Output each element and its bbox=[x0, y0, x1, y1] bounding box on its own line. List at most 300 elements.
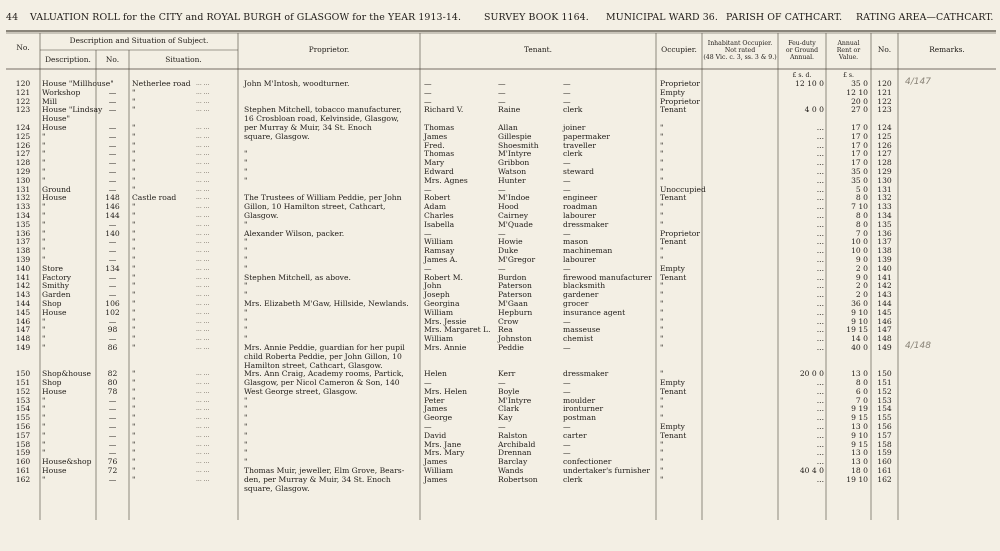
cell-annual-value: 2 0 bbox=[855, 281, 868, 291]
cell-description: " bbox=[42, 228, 46, 238]
cell-description: Garden bbox=[42, 290, 71, 300]
cell-tenant-occupation: labourer bbox=[563, 254, 597, 264]
cell-description: " bbox=[42, 131, 46, 141]
cell-tenant-last: Archibald bbox=[498, 439, 536, 449]
cell-annual-value: 8 0 bbox=[855, 193, 868, 203]
cell-no: 143 bbox=[15, 290, 31, 300]
col-header-feu-duty bbox=[778, 40, 826, 61]
cell-description: " bbox=[42, 140, 46, 150]
cell-proprietor: " bbox=[244, 175, 248, 185]
cell-number: — bbox=[108, 430, 117, 440]
cell-no: 120 bbox=[15, 79, 31, 88]
cell-proprietor: " bbox=[244, 404, 248, 414]
cell-no-right: 126 bbox=[877, 140, 892, 150]
cell-description: Store bbox=[42, 263, 63, 273]
cell-occupier: " bbox=[660, 281, 664, 291]
cell-situation: " bbox=[132, 298, 136, 308]
cell-tenant-last: Kay bbox=[498, 413, 513, 423]
cell-feu-duty: ... bbox=[816, 149, 824, 159]
cell-tenant-first: Richard V. bbox=[424, 105, 464, 115]
cell-description: " bbox=[42, 439, 46, 449]
valuation-table-body bbox=[0, 77, 1000, 493]
cell-situation: " bbox=[132, 175, 136, 185]
cell-situation: " bbox=[132, 290, 136, 300]
leader-dots: ... ... bbox=[196, 467, 210, 475]
cell-annual-value: 13 0 bbox=[851, 422, 868, 432]
cell-occupier: Tenant bbox=[660, 386, 687, 396]
cell-no-right: 154 bbox=[877, 404, 892, 414]
cell-situation: " bbox=[132, 131, 136, 141]
cell-occupier: Tenant bbox=[660, 272, 687, 282]
cell-number: — bbox=[108, 254, 117, 264]
leader-dots: ... ... bbox=[196, 132, 210, 140]
cell-no: 152 bbox=[15, 386, 31, 396]
cell-number: — bbox=[108, 448, 117, 458]
cell-situation: " bbox=[132, 87, 136, 97]
cell-no: 155 bbox=[15, 413, 31, 423]
annual-line-1: Annual bbox=[837, 40, 860, 47]
pencil-remark: 4/148 bbox=[905, 340, 931, 351]
cell-tenant-last: Paterson bbox=[498, 281, 532, 291]
cell-tenant-last: Howie bbox=[498, 237, 523, 247]
cell-occupier: " bbox=[660, 149, 664, 159]
pencil-remark: 4/147 bbox=[905, 77, 931, 87]
table-row bbox=[0, 106, 1000, 115]
leader-dots: ... ... bbox=[196, 299, 210, 307]
cell-situation: " bbox=[132, 237, 136, 247]
cell-occupier: " bbox=[660, 457, 664, 467]
cell-situation: " bbox=[132, 342, 136, 352]
cell-proprietor: " bbox=[244, 246, 248, 256]
leader-dots: ... ... bbox=[196, 255, 210, 263]
cell-no: 157 bbox=[15, 430, 31, 440]
cell-situation: Castle road bbox=[132, 193, 177, 203]
leader-dots: ... ... bbox=[196, 423, 210, 431]
cell-tenant-occupation: — bbox=[563, 439, 571, 449]
leader-dots: ... ... bbox=[196, 185, 210, 193]
cell-proprietor: den, per Murray & Muir, 34 St. Enoch bbox=[244, 474, 391, 484]
cell-feu-duty: ... bbox=[816, 237, 824, 247]
cell-occupier: Tenant bbox=[660, 105, 687, 115]
cell-annual-value: 6 0 bbox=[855, 386, 868, 396]
cell-tenant-first: — bbox=[424, 79, 432, 88]
leader-dots: ... ... bbox=[196, 88, 210, 96]
cell-no: 137 bbox=[15, 237, 31, 247]
cell-annual-value: 9 15 bbox=[851, 413, 868, 423]
cell-no-right: 138 bbox=[877, 246, 892, 256]
cell-feu-duty: ... bbox=[816, 290, 824, 300]
leader-dots: ... ... bbox=[196, 475, 210, 483]
cell-tenant-occupation: — bbox=[563, 228, 571, 238]
cell-number: — bbox=[108, 158, 117, 168]
cell-occupier: " bbox=[660, 439, 664, 449]
cell-number: — bbox=[108, 316, 117, 326]
cell-tenant-first: Thomas bbox=[424, 122, 455, 132]
leader-dots: ... ... bbox=[196, 229, 210, 237]
cell-annual-value: 17 0 bbox=[851, 131, 868, 141]
cell-no: 135 bbox=[15, 219, 31, 229]
cell-no-right: 136 bbox=[877, 228, 892, 238]
cell-annual-value: 40 0 bbox=[851, 342, 868, 352]
cell-situation: " bbox=[132, 246, 136, 256]
cell-annual-value: 9 10 bbox=[851, 316, 868, 326]
cell-description: House bbox=[42, 193, 67, 203]
cell-description: House bbox=[42, 386, 67, 396]
cell-occupier: " bbox=[660, 369, 664, 379]
cell-description: " bbox=[42, 202, 46, 212]
cell-number: — bbox=[108, 166, 117, 176]
cell-no-right: 144 bbox=[877, 298, 892, 308]
leader-dots: ... ... bbox=[196, 449, 210, 457]
cell-annual-value: 27 0 bbox=[851, 105, 868, 115]
cell-annual-value: 8 0 bbox=[855, 219, 868, 229]
cell-proprietor: " bbox=[244, 263, 248, 273]
cell-tenant-last: Ralston bbox=[498, 430, 528, 440]
cell-tenant-last: Allan bbox=[498, 122, 518, 132]
cell-tenant-last: Watson bbox=[498, 166, 527, 176]
cell-no: 131 bbox=[15, 184, 31, 194]
cell-no-right: 156 bbox=[877, 422, 892, 432]
cell-tenant-last: Drennan bbox=[498, 448, 532, 458]
cell-number: — bbox=[108, 175, 117, 185]
cell-number: — bbox=[108, 404, 117, 414]
cell-description: " bbox=[42, 422, 46, 432]
cell-tenant-last: Duke bbox=[498, 246, 519, 256]
cell-no-right: 125 bbox=[877, 131, 892, 141]
col-header-occupier: Occupier. bbox=[661, 45, 697, 54]
cell-situation: " bbox=[132, 210, 136, 220]
cell-situation: " bbox=[132, 105, 136, 115]
cell-proprietor: " bbox=[244, 166, 248, 176]
cell-no: 124 bbox=[15, 122, 31, 132]
cell-tenant-last: Hunter bbox=[498, 175, 526, 185]
cell-description: " bbox=[42, 246, 46, 256]
cell-description: " bbox=[42, 158, 46, 168]
cell-feu-duty: ... bbox=[816, 298, 824, 308]
leader-dots: ... ... bbox=[196, 335, 210, 343]
cell-number: — bbox=[108, 96, 117, 106]
cell-number: — bbox=[108, 122, 117, 132]
cell-description: House bbox=[42, 466, 67, 476]
cell-annual-value: 9 19 bbox=[851, 404, 868, 414]
cell-tenant-first: William bbox=[424, 307, 454, 317]
cell-feu-duty: ... bbox=[816, 378, 824, 388]
inhabitant-line-3: (48 Vic. c. 3, ss. 3 & 9.) bbox=[703, 54, 777, 61]
cell-proprietor: " bbox=[244, 254, 248, 264]
cell-occupier: " bbox=[660, 316, 664, 326]
cell-situation: " bbox=[132, 228, 136, 238]
cell-tenant-occupation: — bbox=[563, 386, 571, 396]
cell-tenant-first: — bbox=[424, 228, 432, 238]
cell-annual-value: 7 0 bbox=[855, 228, 868, 238]
cell-tenant-first: Mrs. Agnes bbox=[424, 175, 468, 185]
cell-tenant-first: Helen bbox=[424, 369, 447, 379]
cell-tenant-occupation: ironturner bbox=[563, 404, 604, 414]
table-row bbox=[0, 340, 1000, 353]
cell-number: — bbox=[108, 413, 117, 423]
cell-feu-duty: 4 0 0 bbox=[804, 105, 824, 115]
leader-dots: ... ... bbox=[196, 282, 210, 290]
cell-feu-duty: ... bbox=[816, 316, 824, 326]
cell-no-right: 131 bbox=[877, 184, 892, 194]
cell-tenant-occupation: moulder bbox=[563, 395, 596, 405]
cell-number: — bbox=[108, 131, 117, 141]
cell-proprietor: Glasgow, per Nicol Cameron & Son, 140 bbox=[244, 378, 400, 388]
leader-dots: ... ... bbox=[196, 264, 210, 272]
cell-situation: " bbox=[132, 422, 136, 432]
cell-no-right: 147 bbox=[877, 325, 892, 335]
cell-situation: " bbox=[132, 404, 136, 414]
cell-tenant-first: James A. bbox=[424, 254, 458, 264]
cell-occupier: Tenant bbox=[660, 193, 687, 203]
cell-tenant-last: Wands bbox=[498, 466, 524, 476]
cell-tenant-first: — bbox=[424, 87, 432, 97]
cell-tenant-first: Georgina bbox=[424, 298, 460, 308]
cell-annual-value: 7 0 bbox=[855, 395, 868, 405]
cell-tenant-first: William bbox=[424, 334, 454, 344]
cell-proprietor: " bbox=[244, 430, 248, 440]
cell-tenant-occupation: — bbox=[563, 184, 571, 194]
cell-proprietor: " bbox=[244, 281, 248, 291]
cell-no: 134 bbox=[15, 210, 31, 220]
cell-tenant-occupation: — bbox=[563, 263, 571, 273]
cell-annual-value: 36 0 bbox=[851, 298, 868, 308]
cell-proprietor: child Roberta Peddie, per John Gillon, 10 bbox=[244, 351, 402, 361]
leader-dots: ... ... bbox=[196, 405, 210, 413]
cell-tenant-first: James bbox=[424, 457, 448, 467]
cell-number: — bbox=[108, 290, 117, 300]
cell-no: 126 bbox=[15, 140, 31, 150]
cell-no-right: 152 bbox=[877, 386, 892, 396]
cell-tenant-occupation: — bbox=[563, 158, 571, 168]
cell-tenant-last: Hepburn bbox=[498, 307, 533, 317]
cell-no: 123 bbox=[15, 105, 31, 115]
table-row bbox=[0, 353, 1000, 362]
cell-annual-value: 9 0 bbox=[855, 254, 868, 264]
cell-feu-duty: ... bbox=[816, 474, 824, 484]
cell-proprietor: Mrs. Annie Peddie, guardian for her pupil bbox=[244, 342, 405, 352]
cell-tenant-occupation: roadman bbox=[563, 202, 598, 212]
cell-no: 121 bbox=[15, 87, 31, 97]
cell-situation: " bbox=[132, 457, 136, 467]
cell-no-right: 155 bbox=[877, 413, 892, 423]
cell-tenant-last: — bbox=[498, 87, 506, 97]
cell-proprietor: " bbox=[244, 395, 248, 405]
leader-dots: ... ... bbox=[196, 308, 210, 316]
cell-occupier: " bbox=[660, 254, 664, 264]
cell-no: 141 bbox=[15, 272, 31, 282]
col-header-no: No. bbox=[16, 43, 30, 52]
cell-annual-value: 19 10 bbox=[846, 474, 868, 484]
cell-proprietor: Thomas Muir, jeweller, Elm Grove, Bears- bbox=[244, 466, 405, 476]
leader-dots: ... ... bbox=[196, 167, 210, 175]
cell-occupier: " bbox=[660, 175, 664, 185]
cell-no: 133 bbox=[15, 202, 31, 212]
cell-occupier: " bbox=[660, 219, 664, 229]
cell-feu-duty: ... bbox=[816, 202, 824, 212]
parish: PARISH OF CATHCART. bbox=[726, 12, 843, 23]
cell-proprietor: " bbox=[244, 316, 248, 326]
cell-tenant-occupation: gardener bbox=[563, 290, 599, 300]
cell-tenant-occupation: — bbox=[563, 79, 571, 88]
cell-no-right: 145 bbox=[877, 307, 892, 317]
cell-no: 145 bbox=[15, 307, 31, 317]
cell-no: 147 bbox=[15, 325, 31, 335]
cell-tenant-first: Edward bbox=[424, 166, 454, 176]
cell-tenant-occupation: undertaker's furnisher bbox=[563, 466, 651, 476]
annual-line-2: Rent or bbox=[836, 47, 861, 54]
cell-feu-duty: ... bbox=[816, 430, 824, 440]
cell-annual-value: 8 0 bbox=[855, 210, 868, 220]
cell-tenant-last: Shoesmith bbox=[498, 140, 539, 150]
cell-occupier: " bbox=[660, 404, 664, 414]
cell-description: " bbox=[42, 404, 46, 414]
cell-number: 98 bbox=[107, 325, 118, 335]
cell-tenant-last: — bbox=[498, 228, 506, 238]
cell-tenant-last: M'Intyre bbox=[498, 395, 532, 405]
cell-situation: " bbox=[132, 184, 136, 194]
leader-dots: ... ... bbox=[196, 238, 210, 246]
cell-description: " bbox=[42, 149, 46, 159]
currency-feu: £ s. d. bbox=[792, 72, 812, 79]
cell-proprietor: square, Glasgow. bbox=[244, 483, 310, 493]
leader-dots: ... ... bbox=[196, 194, 210, 202]
cell-tenant-last: Hood bbox=[498, 202, 519, 212]
feu-line-3: Annual. bbox=[789, 54, 815, 61]
cell-tenant-first: Mrs. Helen bbox=[424, 386, 468, 396]
cell-tenant-occupation: — bbox=[563, 316, 571, 326]
col-header-proprietor: Proprietor. bbox=[308, 45, 350, 54]
cell-no: 148 bbox=[15, 334, 31, 344]
leader-dots: ... ... bbox=[196, 414, 210, 422]
cell-occupier: " bbox=[660, 298, 664, 308]
cell-tenant-occupation: grocer bbox=[563, 298, 589, 308]
cell-occupier: " bbox=[660, 334, 664, 344]
cell-feu-duty: ... bbox=[816, 193, 824, 203]
cell-situation: " bbox=[132, 439, 136, 449]
cell-annual-value: 9 10 bbox=[851, 307, 868, 317]
cell-number: — bbox=[108, 439, 117, 449]
leader-dots: ... ... bbox=[196, 123, 210, 131]
cell-feu-duty: ... bbox=[816, 158, 824, 168]
cell-description: House&shop bbox=[42, 457, 92, 467]
cell-description: Workshop bbox=[42, 87, 81, 97]
page-number: 44 bbox=[6, 12, 19, 23]
cell-no-right: 157 bbox=[877, 430, 892, 440]
cell-occupier: " bbox=[660, 290, 664, 300]
cell-tenant-last: — bbox=[498, 378, 506, 388]
cell-annual-value: 17 0 bbox=[851, 122, 868, 132]
cell-no-right: 128 bbox=[877, 158, 892, 168]
cell-occupier: Empty bbox=[660, 87, 685, 97]
leader-dots: ... ... bbox=[196, 141, 210, 149]
cell-proprietor: Mrs. Elizabeth M'Gaw, Hillside, Newlands. bbox=[244, 298, 409, 308]
cell-no-right: 158 bbox=[877, 439, 892, 449]
cell-number: — bbox=[108, 140, 117, 150]
cell-tenant-first: George bbox=[424, 413, 453, 423]
col-header-situation: Situation. bbox=[165, 55, 202, 64]
cell-occupier: " bbox=[660, 246, 664, 256]
col-header-remarks: Remarks. bbox=[929, 45, 965, 54]
cell-situation: " bbox=[132, 149, 136, 159]
cell-tenant-first: Isabella bbox=[424, 219, 455, 229]
cell-no: 160 bbox=[15, 457, 31, 467]
cell-tenant-first: Charles bbox=[424, 210, 454, 220]
cell-occupier: Proprietor bbox=[660, 96, 700, 106]
cell-feu-duty: ... bbox=[816, 457, 824, 467]
leader-dots: ... ... bbox=[196, 150, 210, 158]
cell-description: Smithy bbox=[42, 281, 70, 291]
cell-tenant-occupation: firewood manufacturer bbox=[563, 272, 652, 282]
cell-number: 144 bbox=[105, 210, 120, 220]
cell-number: — bbox=[108, 184, 117, 194]
cell-description: Ground bbox=[42, 184, 71, 194]
cell-no-right: 133 bbox=[877, 202, 892, 212]
cell-description: " bbox=[42, 334, 46, 344]
cell-situation: " bbox=[132, 272, 136, 282]
col-header-tenant: Tenant. bbox=[524, 45, 552, 54]
survey-book: SURVEY BOOK 1164. bbox=[484, 12, 589, 23]
cell-annual-value: 17 0 bbox=[851, 140, 868, 150]
cell-feu-duty: ... bbox=[816, 254, 824, 264]
cell-situation: Netherlee road bbox=[132, 79, 191, 88]
cell-situation: " bbox=[132, 474, 136, 484]
leader-dots: ... ... bbox=[196, 80, 210, 87]
cell-annual-value: 12 10 bbox=[846, 87, 868, 97]
cell-feu-duty: ... bbox=[816, 413, 824, 423]
cell-situation: " bbox=[132, 395, 136, 405]
cell-number: 134 bbox=[105, 263, 120, 273]
cell-description: Mill bbox=[42, 96, 58, 106]
cell-proprietor: The Trustees of William Peddie, per John bbox=[244, 193, 402, 203]
cell-annual-value: 9 0 bbox=[855, 272, 868, 282]
cell-description: " bbox=[42, 175, 46, 185]
cell-tenant-occupation: machineman bbox=[563, 246, 613, 256]
cell-number: 80 bbox=[107, 378, 118, 388]
cell-no: 125 bbox=[15, 131, 31, 141]
cell-tenant-last: — bbox=[498, 422, 506, 432]
cell-annual-value: 14 0 bbox=[851, 334, 868, 344]
cell-proprietor: Alexander Wilson, packer. bbox=[244, 228, 345, 238]
cell-no: 149 bbox=[15, 342, 31, 352]
cell-tenant-last: Peddie bbox=[498, 342, 524, 352]
cell-tenant-last: Boyle bbox=[498, 386, 520, 396]
cell-proprietor: per Murray & Muir, 34 St. Enoch bbox=[244, 122, 372, 132]
cell-no-right: 127 bbox=[877, 149, 892, 159]
cell-no-right: 149 bbox=[877, 342, 892, 352]
cell-description: " bbox=[42, 210, 46, 220]
cell-feu-duty: 20 0 0 bbox=[799, 369, 824, 379]
cell-annual-value: 19 15 bbox=[846, 325, 868, 335]
cell-proprietor: " bbox=[244, 325, 248, 335]
cell-tenant-first: Mrs. Jane bbox=[424, 439, 462, 449]
cell-tenant-occupation: masseuse bbox=[563, 325, 601, 335]
cell-tenant-last: Cairney bbox=[498, 210, 529, 220]
cell-proprietor: " bbox=[244, 334, 248, 344]
cell-annual-value: 18 0 bbox=[851, 466, 868, 476]
cell-no: 130 bbox=[15, 175, 31, 185]
cell-annual-value: 10 0 bbox=[851, 237, 868, 247]
cell-no-right: 162 bbox=[877, 474, 892, 484]
cell-no: 139 bbox=[15, 254, 31, 264]
cell-annual-value: 13 0 bbox=[851, 457, 868, 467]
cell-tenant-occupation: — bbox=[563, 175, 571, 185]
cell-situation: " bbox=[132, 219, 136, 229]
cell-situation: " bbox=[132, 413, 136, 423]
cell-tenant-first: Peter bbox=[424, 395, 445, 405]
cell-tenant-last: Barclay bbox=[498, 457, 528, 467]
cell-feu-duty: 12 10 0 bbox=[795, 79, 824, 88]
